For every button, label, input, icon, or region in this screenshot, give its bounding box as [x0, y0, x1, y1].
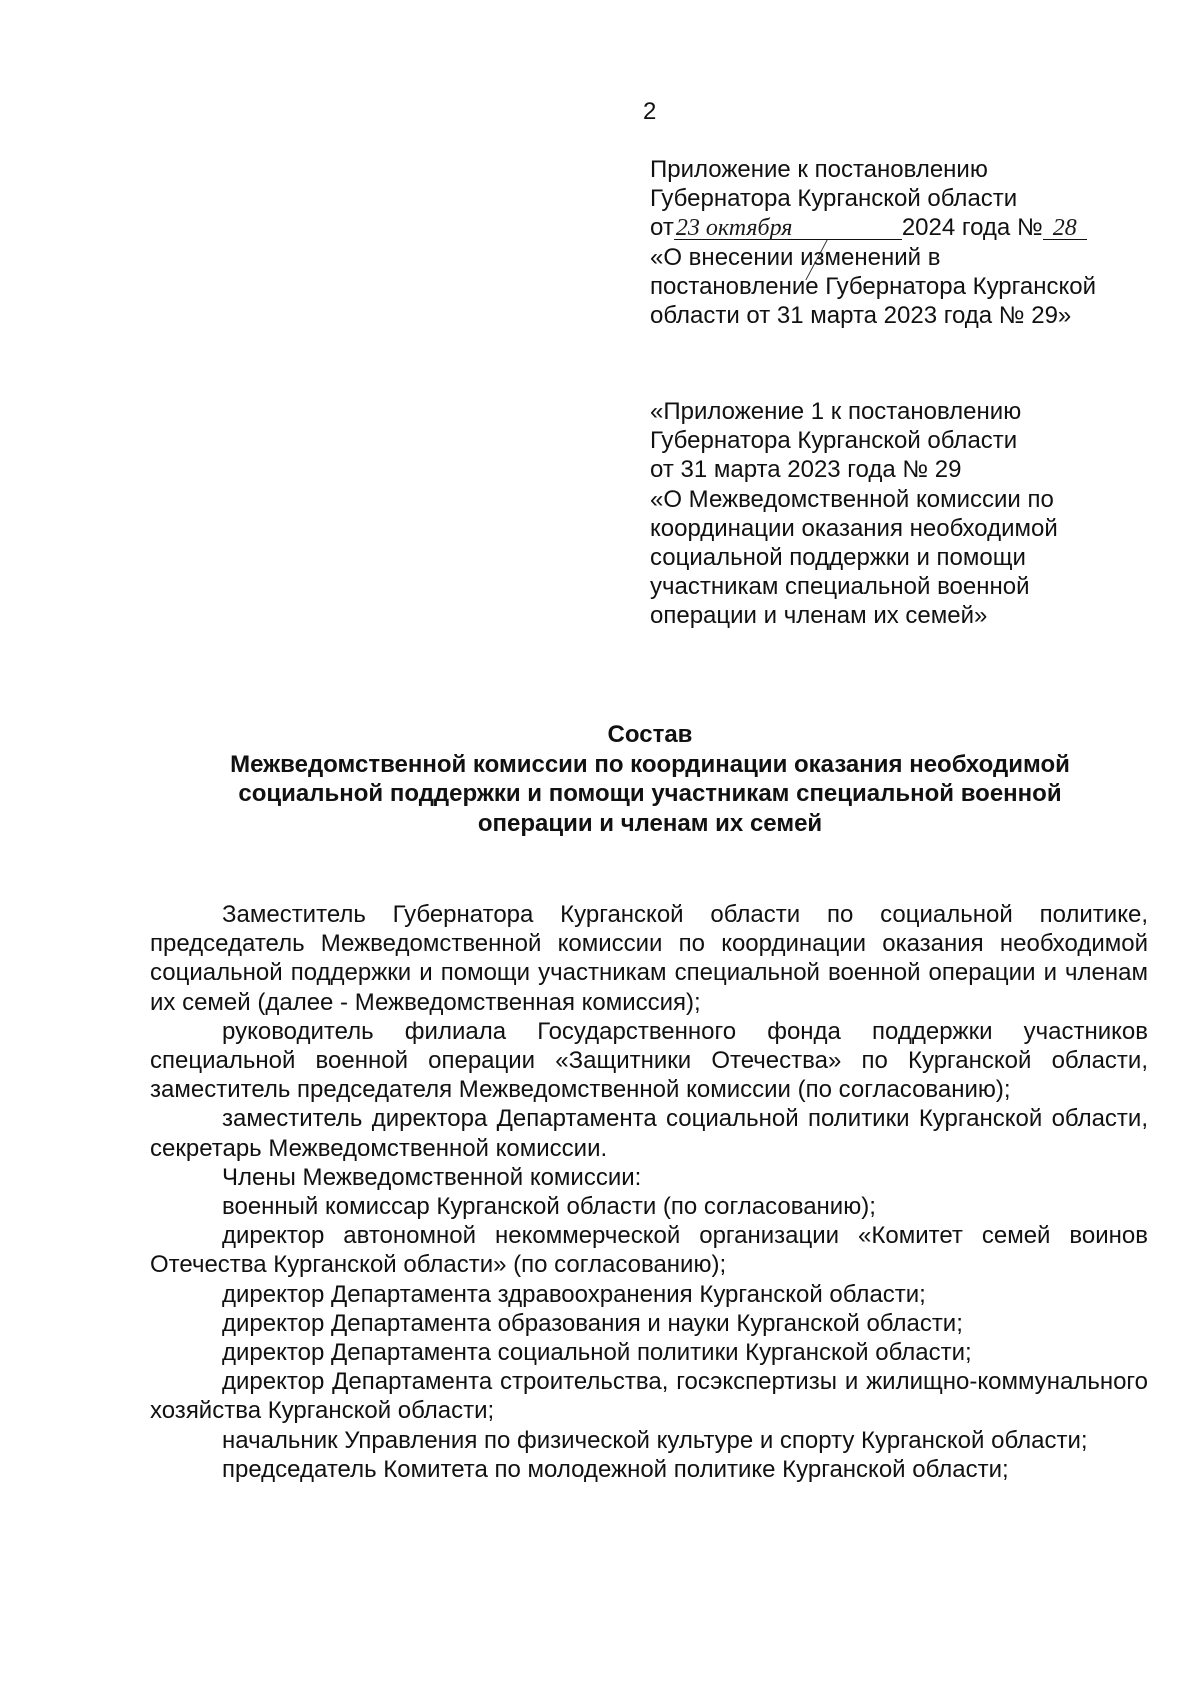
member-paragraph: директор Департамента социальной политики Курганской области; — [222, 1339, 972, 1367]
annex-quote-line: участникам специальной военной — [650, 573, 1030, 601]
annex-header — [650, 155, 1170, 330]
title-line: операции и членам их семей — [477, 809, 823, 837]
page-number: 2 — [643, 98, 657, 125]
annex-header-line: «О внесении изменений в — [650, 243, 941, 271]
title-line: Межведомственной комиссии по координации оказания необходимой — [230, 750, 1070, 778]
title-line: социальной поддержки и помощи участникам специальной военной — [238, 780, 1062, 807]
document-title — [150, 720, 1150, 838]
annex-quote — [650, 397, 1170, 631]
member-paragraph: начальник Управления по физической культуре и спорту Курганской области; — [222, 1426, 1088, 1454]
annex-quote-line: координации оказания необходимой — [650, 514, 1058, 542]
commission-members — [150, 900, 1148, 1484]
annex-quote-line: операции и членам их семей» — [650, 602, 988, 630]
member-paragraph: председатель Комитета по молодежной политике Курганской области; — [222, 1455, 1009, 1483]
annex-quote-line: «О Межведомственной комиссии по — [650, 485, 1054, 513]
annex-quote-line: «Приложение 1 к постановлению — [650, 398, 1022, 425]
handwritten-number: 28 — [1043, 217, 1087, 240]
annex-header-line: Губернатора Курганской области — [650, 185, 1018, 213]
date-year: 2024 года № — [901, 214, 1043, 242]
member-paragraph: директор Департамента здравоохранения Курганской области; — [222, 1280, 926, 1308]
date-prefix: от — [650, 214, 674, 242]
annex-date-line — [650, 213, 1170, 242]
handwritten-date: 23 октября — [674, 217, 902, 240]
member-paragraph: заместитель директора Департамента социальной политики Курганской области, секретарь Межведомственной комиссии. — [150, 1105, 1148, 1162]
members-heading: Члены Межведомственной комиссии: — [222, 1163, 642, 1191]
member-paragraph: директор Департамента образования и науки Курганской области; — [222, 1309, 963, 1337]
annex-quote-line: социальной поддержки и помощи — [650, 544, 1026, 572]
annex-header-line: постановление Губернатора Курганской — [650, 272, 1096, 300]
member-paragraph: Заместитель Губернатора Курганской области по социальной политике, председатель Межведомственной комиссии по координации оказания необходимой социальной поддержки и помощи участникам специальной военной операции и членам их семей (далее - Межведомственная комиссия); — [150, 901, 1148, 1016]
annex-quote-line: Губернатора Курганской области — [650, 427, 1018, 455]
annex-quote-line: от 31 марта 2023 года № 29 — [650, 456, 962, 484]
member-paragraph: директор автономной некоммерческой организации «Комитет семей воинов Отечества Курганской области» (по согласованию); — [150, 1222, 1148, 1279]
member-paragraph: военный комиссар Курганской области (по согласованию); — [222, 1193, 876, 1221]
member-paragraph: директор Департамента строительства, госэкспертизы и жилищно-коммунального хозяйства Курганской области; — [150, 1368, 1148, 1425]
title-line: Состав — [607, 721, 693, 748]
member-paragraph: руководитель филиала Государственного фонда поддержки участников специальной военной операции «Защитники Отечества» по Курганской области, заместитель председателя Межведомственной комиссии (по согласованию); — [150, 1017, 1148, 1104]
annex-header-line: области от 31 марта 2023 года № 29» — [650, 302, 1072, 330]
annex-header-line: Приложение к постановлению — [650, 156, 988, 183]
